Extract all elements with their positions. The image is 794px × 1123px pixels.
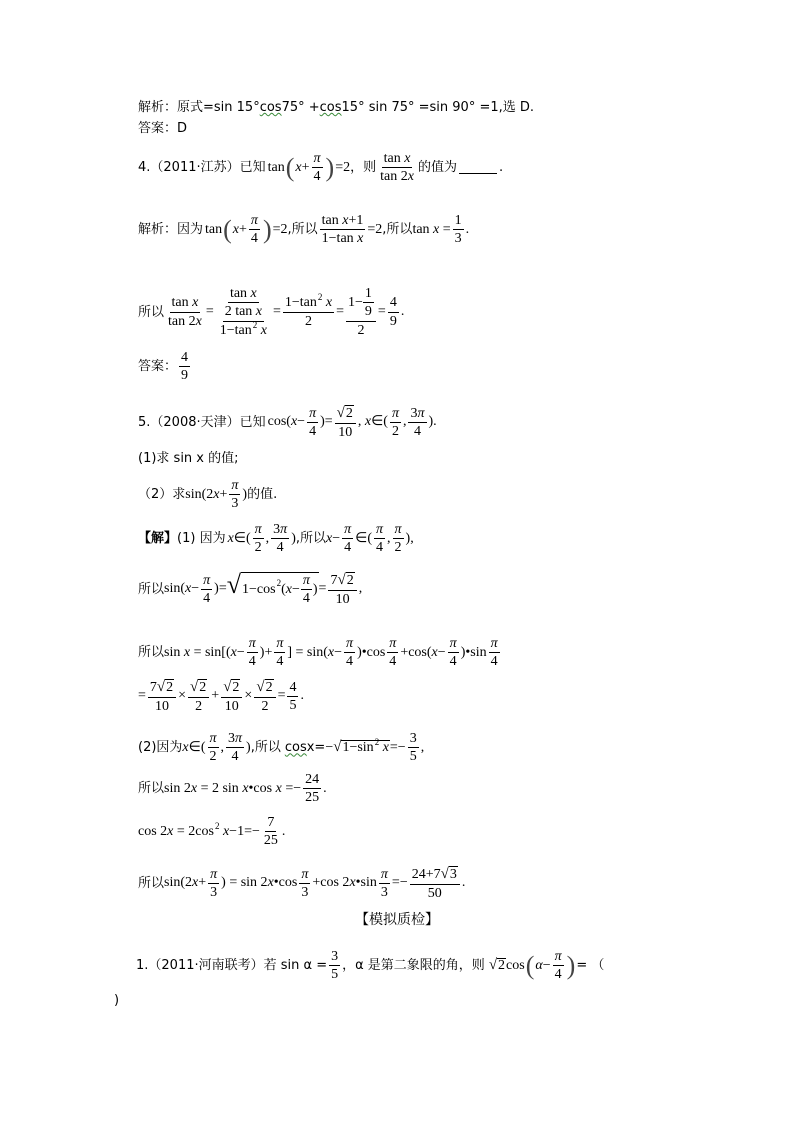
fraction: $\frac{\pi}{4}$: [276, 636, 284, 670]
fraction: $\frac{\pi}{3}$: [380, 866, 388, 900]
solution-line-1: 【解】 (1) 因为 x ∈( $\frac{\pi}{2}$ , $\frac{3\pi}{4}$ ) ,所以 x − $\frac{\pi}{4}$ ∈( $\frac{\pi}{4}$ , $\frac{\pi}{2}$ ),: [138, 522, 414, 556]
solution-text: (2)因为: [138, 740, 183, 756]
fraction: $\frac{\pi}{4}$: [490, 636, 498, 670]
fraction: $\frac{4}{9}$: [389, 295, 397, 329]
sqrt-expression: √ 2: [488, 957, 506, 974]
question-5: 5.（2008·天津）已知 cos(x− $\frac{\pi}{4}$ )= √ 2 10 , x∈( $\frac{\pi}{2}$ , $\frac{3\pi}{4}$ ).: [138, 405, 437, 440]
fraction: $\frac{\pi}{4}$: [376, 522, 384, 556]
so-line-4: 所以 $\frac{\text{tan x}}{\tan 2x}$ = $\frac{\text{tan x}}{\frac{\text{2 tan x}}{1-\tan^2 x}}$ = $\frac{1-\tan^2 x}{2}$ = 1− $\frac{1}{9}$ 2 = $\frac{4}{9}$ .: [138, 286, 405, 338]
q4-text: ，则: [350, 160, 377, 176]
answer-text: 答案：D: [138, 121, 188, 136]
cos-underlined: cos: [319, 100, 342, 115]
answer-line-1: [138, 122, 187, 135]
mock-question-text: 1.（2011·河南联考）若 sin α =: [136, 958, 328, 974]
part-text: 的值.: [247, 487, 278, 503]
cos-underlined: cos: [259, 100, 282, 115]
fraction: $\frac{4}{5}$: [289, 679, 297, 713]
sqrt-expression: √ 1−cos 2 ( x − $\frac{\pi}{4}$ ): [226, 570, 318, 607]
fraction: $\frac{\text{tan x+1}}{\text{1−tan x}}$: [321, 213, 364, 247]
analysis-text: 15° sin 75° =sin 90° =1,选 D.: [341, 100, 535, 115]
fraction: $\frac{\pi}{4}$: [449, 636, 457, 670]
solution-part-2-line-2: 所以 sin 2x = 2 sin x•cos x =− $\frac{24}{25}$ .: [138, 772, 327, 806]
fraction: $\frac{3}{5}$: [331, 949, 339, 983]
so-text: 所以: [138, 645, 165, 661]
solution-part-2-line-3: $\cos 2x = 2\cos^2$ x−1=− $\frac{7}{25}$ .: [138, 815, 286, 849]
analysis-text: 解析：因为: [138, 222, 204, 238]
solution-line-4: = 7 √ 2 10 × √ 2 2 + √ 2 10 × √ 2 2 = $\frac{4}{5}$ .: [138, 679, 304, 714]
fraction: $\frac{\pi}{2}$: [394, 522, 402, 556]
fraction: $\frac{\text{tan x}}{\frac{\text{2 tan x}}{1-\tan^2 x}}$: [219, 286, 267, 338]
analysis-text: 解析：原式=sin 15°: [138, 100, 260, 115]
so-text: 所以: [138, 875, 165, 891]
analysis-line-1: [138, 101, 534, 114]
sqrt-expression: √ $1-\sin^2$ x: [333, 737, 389, 756]
mock-question-text: ，α 是第二象限的角，则: [342, 958, 485, 974]
fraction: $\frac{\pi}{2}$: [209, 731, 217, 765]
part-text: （2）求: [138, 487, 186, 503]
heading-text: 【模拟质检】: [355, 912, 439, 928]
fraction: $\frac{\pi}{4}$: [250, 213, 258, 247]
solution-part-2-line-4: 所以 sin(2x+ $\frac{\pi}{3}$ ) = sin 2x•cos $\frac{\pi}{3}$ +cos 2x•sin $\frac{\pi}{3}$ =− 24+7 √ 3 50 .: [138, 866, 466, 901]
fraction: √ 2 2: [254, 679, 275, 714]
fraction: $\frac{\pi}{4}$: [344, 522, 352, 556]
mock-question-close: [114, 994, 119, 1007]
fraction: $\frac{3\pi}{4}$: [273, 522, 288, 556]
solution-text: ,所以: [295, 531, 326, 547]
fraction: $\frac{\pi}{4}$: [203, 572, 211, 606]
analysis-text: ,所以: [382, 222, 413, 238]
fraction: $\frac{3}{5}$: [409, 731, 417, 765]
answer-blank[interactable]: [459, 161, 497, 174]
fraction: 1− $\frac{1}{9}$ 2: [346, 286, 376, 338]
solution-text: x=: [306, 740, 326, 756]
fraction: √ 2 10: [335, 405, 356, 440]
fraction: 7 √ 2 10: [148, 679, 176, 714]
solution-text: (1) 因为: [177, 531, 226, 547]
section-heading: [0, 909, 794, 929]
fraction: 7 √ 2 10: [328, 572, 356, 607]
solution-text: ,所以: [250, 740, 281, 756]
fraction: $\frac{\text{tan x}}{\tan 2x}$: [380, 151, 414, 185]
question-5-label: 5.（2008·天津）已知: [138, 414, 266, 430]
fraction: $\frac{4}{9}$: [181, 350, 189, 384]
fraction: $\frac{\pi}{3}$: [301, 866, 309, 900]
fraction: $\frac{7}{25}$: [263, 815, 278, 849]
cos-underlined: cos: [284, 740, 307, 756]
fraction: $\frac{24}{25}$: [305, 772, 320, 806]
so-text: 所以: [138, 581, 165, 597]
part-text: (1)求 sin x 的值;: [138, 451, 239, 466]
fraction: $\frac{\pi}{3}$: [231, 478, 239, 512]
fraction: $\frac{3\pi}{4}$: [228, 731, 243, 765]
analysis-4: 解析：因为 tan ( x + $\frac{\pi}{4}$ ) =2 ,所以 $\frac{\text{tan x+1}}{\text{1−tan x}}$ =2 ,所以 tan x = $\frac{1}{3}$ .: [138, 213, 470, 247]
analysis-text: ,所以: [287, 222, 318, 238]
fraction: $\frac{\pi}{4}$: [313, 151, 321, 185]
answer-text: 答案：: [138, 359, 178, 375]
solution-line-2: 所以 sin(x− $\frac{\pi}{4}$ )= √ 1−cos 2 ( x − $\frac{\pi}{4}$ ) = 7 √ 2 10 ,: [138, 570, 363, 607]
fraction: $\frac{\pi}{2}$: [254, 522, 262, 556]
q4-text: .: [498, 160, 504, 176]
question-4: 4.（2011·江苏）已知 tan ( x + $\frac{\pi}{4}$ ) =2 ，则 $\frac{\text{tan x}}{\tan 2x}$ 的值为 .: [138, 151, 504, 185]
fraction: $\frac{\text{tan x}}{\tan 2x}$: [168, 295, 202, 329]
fraction: $\frac{\pi}{4}$: [309, 405, 317, 439]
question-5-part-1: [138, 452, 239, 465]
q4-text: 的值为: [417, 160, 457, 176]
fraction: 24+7 √ 3 50: [410, 866, 460, 901]
solution-line-3: 所以 sin x = sin[(x− $\frac{\pi}{4}$ )+ $\frac{\pi}{4}$ ] = sin(x− $\frac{\pi}{4}$ )•cos $\frac{\pi}{4}$ +cos(x− $\frac{\pi}{4}$ )•sin $\frac{\pi}{4}$: [138, 636, 498, 670]
fraction: $\frac{\pi}{4}$: [346, 636, 354, 670]
solution-tag: 【解】: [138, 531, 178, 547]
mock-question-1: 1.（2011·河南联考）若 sin α = $\frac{3}{5}$ ，α 是第二象限的角，则 √ 2 cos ( α − $\frac{\pi}{4}$ ) = （: [136, 949, 605, 983]
question-4-label: 4.（2011·江苏）已知: [138, 160, 266, 176]
so-text: 所以: [138, 781, 165, 797]
fraction: $\frac{\pi}{4}$: [554, 949, 562, 983]
close-paren-text: ): [114, 993, 120, 1008]
mock-question-text: = （: [576, 958, 605, 974]
solution-part-2: (2)因为 x ∈( $\frac{\pi}{2}$ , $\frac{3\pi}{4}$ ) ,所以 cos x= − √ $1-\sin^2$ x =− $\frac{3}{5}$ ,: [138, 731, 425, 765]
analysis-text: 75° +: [281, 100, 320, 115]
fraction: $\frac{1}{3}$: [454, 213, 462, 247]
fraction: $\frac{\pi}{4}$: [389, 636, 397, 670]
fraction: $\frac{1-\tan^2 x}{2}$: [284, 292, 333, 329]
answer-4: [138, 350, 192, 384]
fraction: √ 2 2: [188, 679, 209, 714]
fraction: $\frac{\pi}{4}$: [248, 636, 256, 670]
fraction: $\frac{3\pi}{4}$: [410, 405, 425, 439]
fraction: $\frac{\pi}{3}$: [210, 866, 218, 900]
question-5-part-2: （2）求 sin(2x+ $\frac{\pi}{3}$ ) 的值.: [138, 478, 278, 512]
fraction: √ 2 10: [221, 679, 242, 714]
so-text: 所以: [138, 304, 165, 320]
fraction: $\frac{\pi}{2}$: [391, 405, 399, 439]
